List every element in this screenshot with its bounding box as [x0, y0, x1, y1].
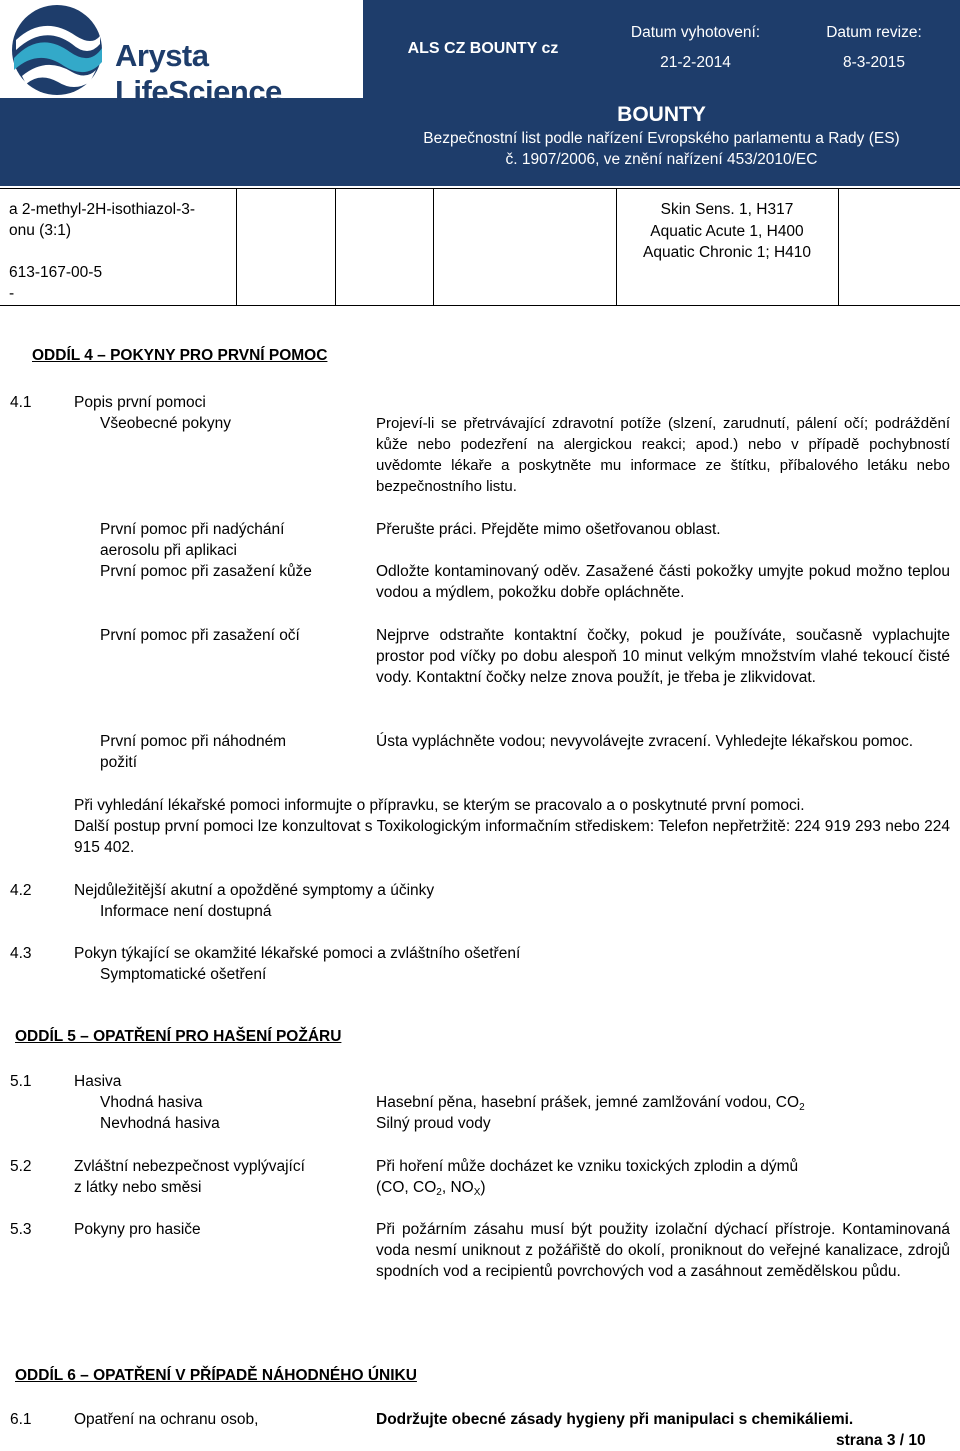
ingestion-label-1: První pomoc při náhodném	[100, 733, 287, 750]
s41-title: Popis první pomoci	[74, 394, 206, 411]
company-logo	[0, 0, 363, 109]
inhalation-label-2: aerosolu při aplikaci	[100, 542, 237, 559]
s52-text-1: Při hoření může docházet ke vzniku toxických zplodin a dýmů	[376, 1158, 799, 1175]
date-created: 21-2-2014	[660, 54, 731, 71]
skin-label: První pomoc při zasažení kůže	[100, 563, 312, 580]
logo-text: Arysta LifeScience	[115, 38, 282, 109]
doc-code: ALS CZ BOUNTY cz	[407, 40, 559, 57]
s51-number: 5.1	[10, 1073, 32, 1090]
s42-number: 4.2	[10, 882, 32, 899]
section-6-title: ODDÍL 6 – OPATŘENÍ V PŘÍPADĚ NÁHODNÉHO ÚNIKU	[15, 1367, 417, 1384]
regulation-line-2: č. 1907/2006, ve znění nařízení 453/2010/EC	[505, 151, 818, 168]
s61-title: Opatření na ochranu osob,	[74, 1411, 259, 1428]
header-product-block	[363, 98, 960, 186]
date-revised: 8-3-2015	[842, 54, 906, 71]
general-text: Projeví-li se přetrvávající zdravotní potíže (slzení, zarudnutí, pálení očí; podráždění kůže nebo podezření na alergickou reakci; apod.) nebo v případě pochybností uvědomte lékaře a poskytněte mu informace ze štítku, příbalového letáku nebo bezpečnostního listu.	[376, 415, 950, 495]
s43-text: Symptomatické ošetření	[100, 966, 267, 983]
s43-title: Pokyn týkající se okamžité lékařské pomoci a zvláštního ošetření	[74, 945, 521, 962]
suitable-media-text: Hasební pěna, hasební prášek, jemné zamlžování vodou, $CO_2$	[376, 1094, 805, 1113]
date-created-label: Datum vyhotovení:	[630, 24, 761, 41]
s53-number: 5.3	[10, 1221, 32, 1238]
s52-title-2: z látky nebo směsi	[74, 1179, 202, 1196]
inhalation-label-1: První pomoc při nadýchání	[100, 521, 285, 538]
s42-title: Nejdůležitější akutní a opožděné symptomy a účinky	[74, 882, 435, 899]
product-name: BOUNTY	[617, 103, 706, 126]
section-5-title: ODDÍL 5 – OPATŘENÍ PRO HAŠENÍ POŽÁRU	[15, 1028, 342, 1045]
regulation-line-1: Bezpečnostní list podle nařízení Evropského parlamentu a Rady (ES)	[423, 130, 900, 147]
ingestion-text: Ústa vypláchněte vodou; nevyvolávejte zvracení. Vyhledejte lékařskou pomoc.	[376, 733, 914, 750]
classification-2: Aquatic Acute 1, H400	[650, 223, 804, 240]
medical-note-2: Další postup první pomoci lze konzultovat s Toxikologickým informačním střediskem: Telefon nepřetržitě: 224 919 293 nebo 224 915 402.	[74, 818, 950, 856]
component-index: 613-167-00-5	[9, 264, 103, 281]
s51-title: Hasiva	[74, 1073, 122, 1090]
section-4-title: ODDÍL 4 – POKYNY PRO PRVNÍ POMOC	[32, 347, 328, 364]
unsuitable-media-text: Silný proud vody	[376, 1115, 491, 1132]
s53-title: Pokyny pro hasiče	[74, 1221, 201, 1238]
medical-note-1: Při vyhledání lékařské pomoci informujte o přípravku, se kterým se pracovalo a o poskytnuté první pomoci.	[74, 797, 805, 814]
inhalation-text: Přerušte práci. Přejděte mimo ošetřovanou oblast.	[376, 521, 721, 538]
s42-text: Informace není dostupná	[100, 903, 272, 920]
eye-label: První pomoc při zasažení očí	[100, 627, 300, 644]
component-name-1: a 2-methyl-2H-isothiazol-3-	[9, 201, 196, 218]
s61-text: Dodržujte obecné zásady hygieny při manipulaci s chemikáliemi.	[376, 1411, 854, 1428]
unsuitable-media-label: Nevhodná hasiva	[100, 1115, 220, 1132]
date-revised-label: Datum revize:	[826, 24, 922, 41]
s52-text-2: (CO, $CO_2$, $NO_X$)	[376, 1179, 486, 1198]
component-name-2: onu (3:1)	[9, 222, 72, 239]
general-label: Všeobecné pokyny	[100, 415, 231, 432]
s61-number: 6.1	[10, 1411, 32, 1428]
s52-title-1: Zvláštní nebezpečnost vyplývající	[74, 1158, 305, 1175]
skin-text: Odložte kontaminovaný oděv. Zasažené části pokožky umyjte pokud možno teplou vodou a mýdlem, pokožku dobře opláchněte.	[376, 563, 950, 601]
suitable-media-label: Vhodná hasiva	[100, 1094, 203, 1111]
document-header	[0, 0, 960, 186]
component-table	[0, 188, 960, 306]
classification-3: Aquatic Chronic 1; H410	[642, 244, 811, 261]
eye-text: Nejprve odstraňte kontaktní čočky, pokud je používáte, současně vyplachujte prostor pod víčky po dobu alespoň 10 minut velkým množstvím vlahé tekoucí čisté vody. Kontaktní čočky nelze znova použít, je třeba je zlikvidovat.	[376, 627, 950, 686]
s53-text: Při požárním zásahu musí být použity izolační dýchací přístroje. Kontaminovaná voda nesmí uniknout z požářiště do okolí, proniknout do veřejné kanalizace, zdrojů spodních vod a recipientů povrchových vod a zasáhnout zemědělskou půdu.	[376, 1221, 950, 1280]
ingestion-label-2: požití	[100, 754, 138, 771]
s52-number: 5.2	[10, 1158, 32, 1175]
classification-1: Skin Sens. 1, H317	[660, 201, 794, 218]
s41-number: 4.1	[10, 394, 32, 411]
s43-number: 4.3	[10, 945, 32, 962]
component-dash: -	[9, 285, 15, 302]
page-number: strana 3 / 10	[836, 1432, 926, 1449]
